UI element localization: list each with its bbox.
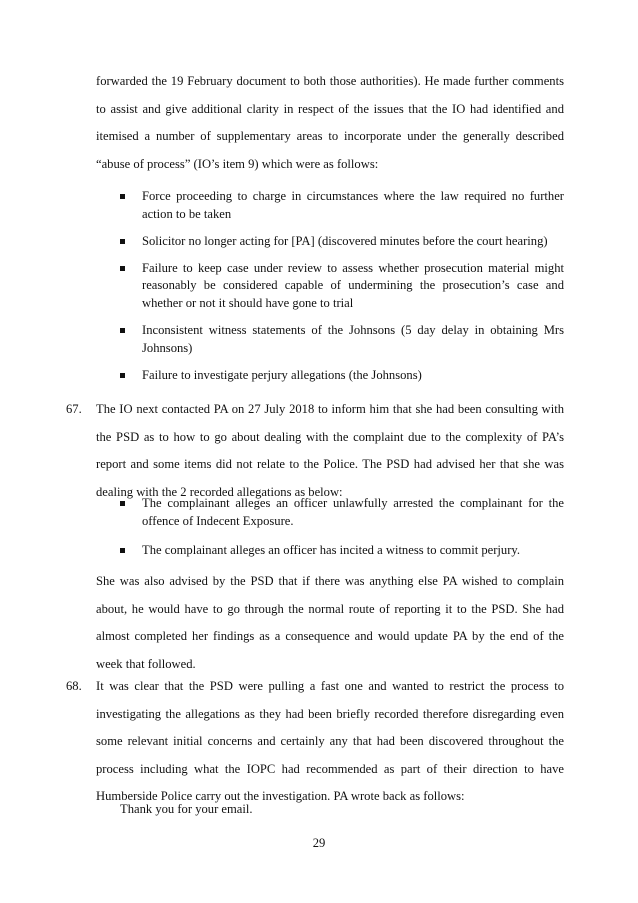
bullet-square-icon xyxy=(120,194,125,199)
bullet-square-icon xyxy=(120,548,125,553)
bullet-list-issues xyxy=(120,188,564,385)
intro-paragraph: forwarded the 19 February document to both those authorities). He made further comments to assist and give additional clarity in respect of the issues that the IO had identified and itemised a number of supplementary areas to incorporate under the generally described “abuse of process” (IO’s item 9) which were as follows: xyxy=(96,74,564,171)
page-number: 29 xyxy=(312,836,326,850)
list-item: The complainant alleges an officer unlawfully arrested the complainant for the offence of Indecent Exposure. xyxy=(120,495,564,530)
bullet-square-icon xyxy=(120,266,125,271)
paragraph-number: 67. xyxy=(66,402,82,416)
paragraph-67 xyxy=(66,396,564,506)
list-item: Force proceeding to charge in circumstances where the law required no further action to be taken xyxy=(120,188,564,223)
list-item: Failure to investigate perjury allegations (the Johnsons) xyxy=(120,367,564,385)
intro-paragraph-block xyxy=(96,68,564,178)
bullet-square-icon xyxy=(120,328,125,333)
list-item: Inconsistent witness statements of the Johnsons (5 day delay in obtaining Mrs Johnsons) xyxy=(120,322,564,357)
bullet-square-icon xyxy=(120,239,125,244)
paragraph-68 xyxy=(66,673,564,811)
continuation-paragraph: She was also advised by the PSD that if there was anything else PA wished to complain about, he would have to go through the normal route of reporting it to the PSD. She had almost completed her findings as a consequence and would update PA by the end of the week that followed. xyxy=(96,574,564,671)
bullet-list-allegations xyxy=(120,495,564,560)
paragraph-text: It was clear that the PSD were pulling a fast one and wanted to restrict the process to investigating the allegations as they had been briefly recorded therefore disregarding even some relevant initial concerns and certainly any that had been discovered throughout the process including what the IOPC had recommended as part of their direction to have Humberside Police carry out the investigation. PA wrote back as follows: xyxy=(96,679,564,803)
list-item: The complainant alleges an officer has incited a witness to commit perjury. xyxy=(120,542,564,560)
bullet-square-icon xyxy=(120,501,125,506)
bullet-square-icon xyxy=(120,373,125,378)
continuation-paragraph-block xyxy=(96,568,564,678)
paragraph-text: The IO next contacted PA on 27 July 2018 to inform him that she had been consulting with the PSD as to how to go about dealing with the complaint due to the complexity of PA’s report and some items did not relate to the Police. The PSD had advised her that she was dealing with the 2 recorded allegations as below: xyxy=(96,402,564,499)
list-item: Failure to keep case under review to assess whether prosecution material might reasonably be considered capable of undermining the prosecution’s case and whether or not it should have gone to trial xyxy=(120,260,564,313)
paragraph-number: 68. xyxy=(66,679,82,693)
quote-line: Thank you for your email. xyxy=(120,802,253,816)
list-item: Solicitor no longer acting for [PA] (discovered minutes before the court hearing) xyxy=(120,233,564,251)
